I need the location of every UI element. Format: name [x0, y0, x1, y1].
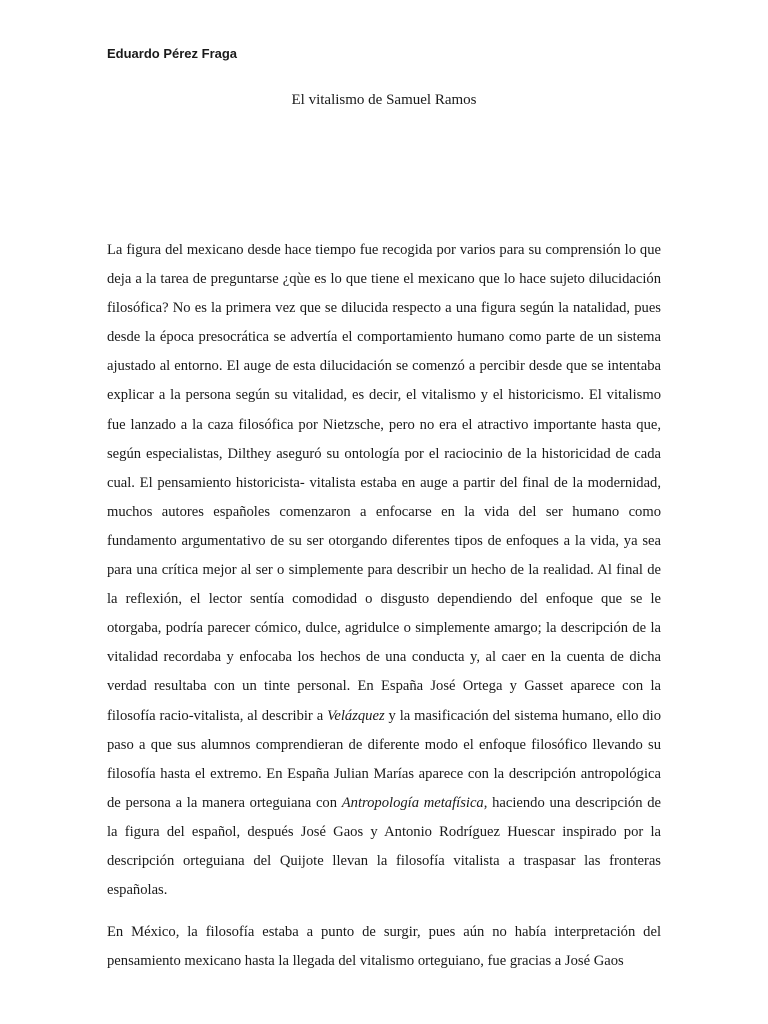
paragraph-1: [107, 236, 661, 905]
document-title: El vitalismo de Samuel Ramos: [291, 92, 477, 108]
paragraph-1-text-b: y la masificación del sistema humano, ello dio paso a que sus alumnos comprendieran de diferente modo el enfoque filosófico llevando su filosofía hasta el extremo. En España Julian Marías aparece con la descripción antropológica de persona a la manera orteguiana con: [107, 707, 662, 811]
paragraph-1-text-a: La figura del mexicano desde hace tiempo fue recogida por varios para su comprensión lo que deja a la tarea de preguntarse ¿qùe es lo que tiene el mexicano que lo hace sujeto dilucidación filosófica? No es la primera vez que se dilucida respecto a una figura según la natalidad, pues desde la época presocrática se advertía el comportamiento humano como parte de un sistema ajustado al entorno. El auge de esta dilucidación se comenzó a percibir desde que se intentaba explicar a la persona según su vitalidad, es decir, el vitalismo y el historicismo. El vitalismo fue lanzado a la caza filosófica por Nietzsche, pero no era el atractivo importante hasta que, según especialistas, Dilthey aseguró su ontología por el raciocinio de la historicidad de cada cual. El pensamiento historicista- vitalista estaba en auge a partir del final de la modernidad, muchos autores españoles comenzaron a enfocarse en la vida del ser humano como fundamento argumentativo de su ser otorgando diferentes tipos de enfoques a la vida, ya sea para una crítica mejor al ser o simplemente para describir un hecho de la realidad. Al final de la reflexión, el lector sentía comodidad o disgusto dependiendo del enfoque que se le otorgaba, podría parecer cómico, dulce, agridulce o simplemente amargo; la descripción de la vitalidad recordaba y enfocaba los hechos de una conducta y, al caer en la cuenta de dicha verdad resultaba con un tinte personal. En España José Ortega y Gasset aparece con la filosofía racio-vitalista, al describir a: [107, 242, 661, 724]
document-body: [107, 236, 661, 976]
author-name: Eduardo Pérez Fraga: [107, 46, 238, 61]
paragraph-1-text-c: , haciendo una descripción de la figura del español, después José Gaos y Antonio Rodríguez Huescar inspirado por la descripción orteguiana del Quijote llevan la filosofía vitalista a traspasar las fronteras españolas.: [107, 794, 662, 899]
italic-antropologia-metafisica: Antropología metafísica: [341, 794, 484, 811]
italic-velazquez: Velázquez: [327, 707, 385, 724]
paragraph-2: En México, la filosofía estaba a punto de surgir, pues aún no había interpretación del pensamiento mexicano hasta la llegada del vitalismo orteguiano, fue gracias a José Gaos: [107, 924, 661, 970]
